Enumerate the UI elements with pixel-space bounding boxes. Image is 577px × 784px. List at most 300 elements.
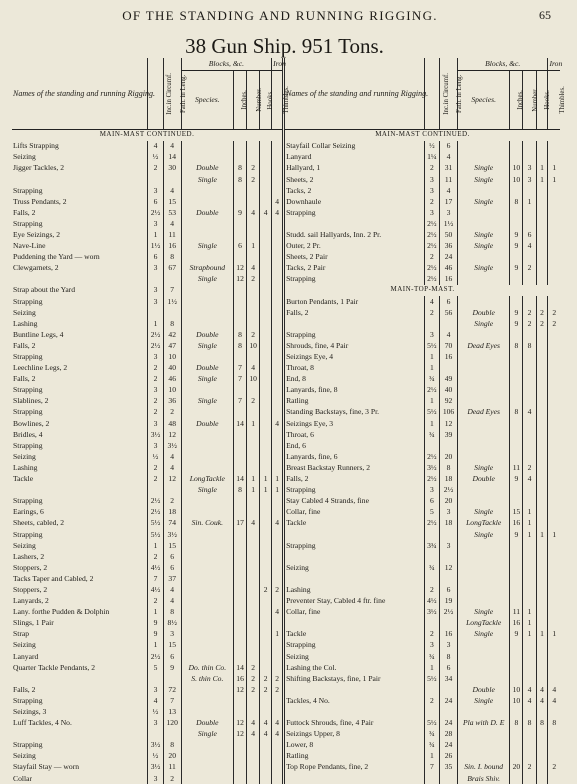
right-cell-name: Seizings Upper, 8 <box>284 729 425 740</box>
right-cell-inches: 5 <box>424 507 439 518</box>
left-cell-fathoms: 16 <box>163 240 181 251</box>
right-cell-number <box>523 451 536 462</box>
ship-subtitle: 38 Gun Ship. 951 Tons. <box>0 34 569 59</box>
right-cell-number: 6 <box>523 229 536 240</box>
left-cell-thimbles <box>272 340 284 351</box>
right-cell-inches: 2 <box>424 629 439 640</box>
right-cell-hooks <box>536 396 548 407</box>
right-cell-fathoms: 2½ <box>440 607 458 618</box>
left-cell-name: Truss Pendants, 2 <box>12 196 148 207</box>
right-cell-block-inches: 11 <box>510 607 523 618</box>
left-cell-fathoms: 30 <box>163 163 181 174</box>
right-cell-inches <box>424 684 439 695</box>
table-row <box>12 252 560 263</box>
right-cell-block-inches: 9 <box>510 318 523 329</box>
right-cell-hooks: 1 <box>536 163 548 174</box>
left-cell-block-inches <box>234 640 247 651</box>
right-cell-hooks <box>536 662 548 673</box>
left-cell-species <box>181 285 233 296</box>
right-cell-inches: 4½ <box>424 595 439 606</box>
right-cell-block-inches <box>510 485 523 496</box>
right-cell-fathoms <box>440 684 458 695</box>
right-cell-number <box>523 429 536 440</box>
left-cell-block-inches: 16 <box>234 673 247 684</box>
right-cell-hooks <box>536 429 548 440</box>
right-cell-species: Single <box>457 229 509 240</box>
right-cell-thimbles <box>548 362 560 373</box>
right-cell-fathoms <box>440 440 458 451</box>
column-header-thimbles-right: Thimbles. <box>548 71 560 130</box>
left-cell-block-inches <box>234 429 247 440</box>
left-cell-thimbles <box>272 174 284 185</box>
right-cell-name <box>284 218 425 229</box>
right-cell-name: Sheets, 2 Pair <box>284 252 425 263</box>
right-cell-thimbles <box>548 507 560 518</box>
left-cell-hooks <box>260 174 272 185</box>
left-cell-fathoms: 120 <box>163 717 181 728</box>
left-cell-number <box>247 296 260 307</box>
left-cell-fathoms: 12 <box>163 473 181 484</box>
right-cell-fathoms: 40 <box>440 385 458 396</box>
right-cell-inches: 2½ <box>424 274 439 285</box>
right-cell-number <box>523 362 536 373</box>
left-cell-number: 4 <box>247 729 260 740</box>
table-row <box>12 518 560 529</box>
right-cell-fathoms <box>440 551 458 562</box>
left-cell-thimbles <box>272 285 284 296</box>
left-cell-thimbles: 1 <box>272 473 284 484</box>
right-cell-hooks: 4 <box>536 684 548 695</box>
left-cell-fathoms: 47 <box>163 340 181 351</box>
left-cell-hooks <box>260 240 272 251</box>
left-cell-hooks <box>260 351 272 362</box>
right-cell-species: Sin. I. bound <box>457 762 509 773</box>
left-cell-thimbles <box>272 496 284 507</box>
left-cell-thimbles <box>272 507 284 518</box>
left-cell-hooks <box>260 163 272 174</box>
left-cell-block-inches <box>234 762 247 773</box>
left-cell-block-inches <box>234 229 247 240</box>
right-cell-inches: 2½ <box>424 218 439 229</box>
left-cell-name: Eye Seizings, 2 <box>12 229 148 240</box>
right-cell-thimbles <box>548 396 560 407</box>
right-cell-inches: 2½ <box>424 518 439 529</box>
left-cell-inches: 5½ <box>148 529 163 540</box>
right-cell-inches: 1 <box>424 418 439 429</box>
left-cell-name: Strapping <box>12 740 148 751</box>
left-cell-name: Strapping <box>12 496 148 507</box>
right-cell-hooks <box>536 141 548 152</box>
right-cell-inches: ¾ <box>424 374 439 385</box>
left-cell-fathoms <box>163 729 181 740</box>
right-cell-thimbles: 2 <box>548 762 560 773</box>
left-cell-name: Bridles, 4 <box>12 429 148 440</box>
right-cell-block-inches <box>510 562 523 573</box>
left-cell-thimbles: 4 <box>272 418 284 429</box>
right-cell-name <box>284 551 425 562</box>
right-cell-inches: 2½ <box>424 240 439 251</box>
right-cell-hooks <box>536 240 548 251</box>
left-cell-number: 4 <box>247 263 260 274</box>
left-cell-block-inches: 7 <box>234 362 247 373</box>
left-cell-fathoms: 1½ <box>163 296 181 307</box>
left-cell-hooks <box>260 607 272 618</box>
left-cell-fathoms: 53 <box>163 207 181 218</box>
right-cell-species <box>457 351 509 362</box>
table-row <box>12 762 560 773</box>
left-cell-species <box>181 540 233 551</box>
right-cell-inches: 3 <box>424 174 439 185</box>
right-cell-name: Standing Backstays, fine, 3 Pr. <box>284 407 425 418</box>
right-cell-hooks <box>536 218 548 229</box>
left-cell-name: Buntline Legs, 4 <box>12 329 148 340</box>
left-cell-species: LongTackle <box>181 473 233 484</box>
left-cell-inches <box>148 274 163 285</box>
right-cell-thimbles <box>548 595 560 606</box>
right-cell-block-inches <box>510 362 523 373</box>
right-cell-species <box>457 329 509 340</box>
right-cell-thimbles <box>548 385 560 396</box>
right-cell-species <box>457 141 509 152</box>
right-cell-number <box>523 418 536 429</box>
right-cell-block-inches <box>510 640 523 651</box>
right-cell-block-inches <box>510 673 523 684</box>
section-heading: MAIN-TOP-MAST. <box>284 285 560 296</box>
right-cell-inches: ¾ <box>424 651 439 662</box>
left-cell-inches: ½ <box>148 152 163 163</box>
left-cell-species <box>181 762 233 773</box>
running-header <box>0 8 569 26</box>
right-cell-name <box>284 773 425 784</box>
right-cell-inches: 2 <box>424 163 439 174</box>
section-heading: MAIN-MAST CONTINUED. <box>12 130 284 141</box>
column-header-species-right: Species. <box>457 71 509 130</box>
right-cell-fathoms: 70 <box>440 340 458 351</box>
left-cell-species <box>181 218 233 229</box>
left-cell-number <box>247 507 260 518</box>
left-cell-hooks <box>260 362 272 373</box>
left-cell-name: Leechline Legs, 2 <box>12 362 148 373</box>
right-cell-number <box>523 218 536 229</box>
right-cell-inches: 3 <box>424 329 439 340</box>
left-cell-thimbles: 2 <box>272 673 284 684</box>
right-cell-number <box>523 640 536 651</box>
left-cell-block-inches <box>234 773 247 784</box>
right-cell-species <box>457 152 509 163</box>
table-row <box>12 374 560 385</box>
right-cell-inches <box>424 706 439 717</box>
right-cell-inches: 6 <box>424 496 439 507</box>
right-cell-inches: 7 <box>424 762 439 773</box>
right-cell-thimbles <box>548 573 560 584</box>
right-cell-inches: 5½ <box>424 407 439 418</box>
right-cell-number: 2 <box>523 762 536 773</box>
table-row <box>12 351 560 362</box>
left-cell-block-inches <box>234 462 247 473</box>
right-cell-hooks <box>536 540 548 551</box>
left-cell-hooks <box>260 573 272 584</box>
right-cell-name: Sheets, 2 <box>284 174 425 185</box>
left-cell-name: Clewgarnets, 2 <box>12 263 148 274</box>
right-cell-number: 4 <box>523 240 536 251</box>
right-cell-block-inches <box>510 296 523 307</box>
table-row <box>12 318 560 329</box>
table-row <box>12 662 560 673</box>
left-cell-name: Lashers, 2 <box>12 551 148 562</box>
right-cell-thimbles <box>548 229 560 240</box>
left-cell-thimbles <box>272 706 284 717</box>
left-cell-inches: 4½ <box>148 584 163 595</box>
left-cell-hooks: 2 <box>260 684 272 695</box>
right-cell-fathoms: 16 <box>440 629 458 640</box>
right-cell-thimbles <box>548 551 560 562</box>
left-cell-thimbles <box>272 385 284 396</box>
right-cell-hooks <box>536 407 548 418</box>
right-cell-fathoms: 8 <box>440 462 458 473</box>
right-cell-fathoms: 12 <box>440 562 458 573</box>
right-cell-block-inches: 9 <box>510 529 523 540</box>
right-cell-number <box>523 440 536 451</box>
left-cell-number <box>247 629 260 640</box>
left-cell-name: Collar <box>12 773 148 784</box>
right-cell-thimbles <box>548 562 560 573</box>
right-cell-name: Tacks, 2 Pair <box>284 263 425 274</box>
left-cell-hooks <box>260 529 272 540</box>
right-cell-number: 2 <box>523 318 536 329</box>
left-cell-fathoms: 7 <box>163 285 181 296</box>
left-cell-species <box>181 584 233 595</box>
right-cell-fathoms: 3 <box>440 507 458 518</box>
table-row <box>12 362 560 373</box>
left-cell-fathoms: 8 <box>163 607 181 618</box>
right-cell-species <box>457 562 509 573</box>
left-cell-inches: ½ <box>148 706 163 717</box>
left-cell-species: Double <box>181 717 233 728</box>
left-cell-number <box>247 318 260 329</box>
right-cell-number <box>523 562 536 573</box>
left-cell-block-inches: 14 <box>234 473 247 484</box>
right-cell-thimbles: 2 <box>548 307 560 318</box>
left-cell-hooks <box>260 218 272 229</box>
left-cell-name: Slings, 1 Pair <box>12 618 148 629</box>
right-cell-inches: 2 <box>424 196 439 207</box>
right-cell-species <box>457 451 509 462</box>
left-cell-number <box>247 551 260 562</box>
left-cell-block-inches <box>234 285 247 296</box>
left-cell-inches <box>148 174 163 185</box>
left-cell-inches: 3 <box>148 385 163 396</box>
right-cell-hooks <box>536 152 548 163</box>
left-cell-fathoms: 6 <box>163 551 181 562</box>
table-row <box>12 729 560 740</box>
left-cell-inches: 2½ <box>148 340 163 351</box>
right-cell-block-inches: 9 <box>510 263 523 274</box>
right-cell-fathoms: 50 <box>440 229 458 240</box>
left-cell-inches: 3 <box>148 717 163 728</box>
left-cell-name: Lany. forthe Pudden & Dolphin <box>12 607 148 618</box>
right-cell-number <box>523 385 536 396</box>
right-cell-species: Single <box>457 240 509 251</box>
right-cell-fathoms <box>440 618 458 629</box>
left-cell-species <box>181 252 233 263</box>
right-cell-fathoms: 11 <box>440 174 458 185</box>
left-cell-species <box>181 318 233 329</box>
left-cell-number <box>247 141 260 152</box>
table-row <box>12 152 560 163</box>
left-cell-name: Stoppers, 2 <box>12 562 148 573</box>
left-cell-inches: 4½ <box>148 562 163 573</box>
right-cell-thimbles: 4 <box>548 695 560 706</box>
left-cell-fathoms: 4 <box>163 462 181 473</box>
right-cell-name: Seizing <box>284 562 425 573</box>
right-cell-number: 4 <box>523 695 536 706</box>
left-cell-block-inches: 7 <box>234 396 247 407</box>
left-cell-number: 1 <box>247 473 260 484</box>
left-cell-inches: 2½ <box>148 329 163 340</box>
right-cell-hooks <box>536 485 548 496</box>
table-row <box>12 751 560 762</box>
right-cell-thimbles <box>548 418 560 429</box>
right-cell-block-inches: 16 <box>510 618 523 629</box>
right-cell-block-inches: 10 <box>510 684 523 695</box>
left-cell-number <box>247 496 260 507</box>
left-cell-hooks <box>260 595 272 606</box>
right-cell-name: Hallyard, 1 <box>284 163 425 174</box>
left-cell-name: Strapping <box>12 385 148 396</box>
left-cell-block-inches <box>234 706 247 717</box>
left-cell-hooks: 4 <box>260 729 272 740</box>
left-cell-thimbles <box>272 562 284 573</box>
right-cell-hooks <box>536 551 548 562</box>
left-cell-block-inches <box>234 152 247 163</box>
right-cell-inches: 3½ <box>424 607 439 618</box>
left-cell-inches: 1 <box>148 229 163 240</box>
right-cell-fathoms: 106 <box>440 407 458 418</box>
right-cell-name: Shrouds, fine, 4 Pair <box>284 340 425 351</box>
right-cell-number <box>523 584 536 595</box>
left-cell-name: Lanyards, 2 <box>12 595 148 606</box>
right-cell-fathoms: 18 <box>440 473 458 484</box>
right-cell-block-inches: 8 <box>510 717 523 728</box>
left-cell-hooks: 4 <box>260 717 272 728</box>
left-cell-species: Double <box>181 207 233 218</box>
left-cell-thimbles: 4 <box>272 518 284 529</box>
right-cell-thimbles <box>548 773 560 784</box>
left-cell-number <box>247 252 260 263</box>
left-cell-number <box>247 196 260 207</box>
left-cell-inches: 2 <box>148 396 163 407</box>
right-cell-thimbles <box>548 540 560 551</box>
left-cell-fathoms: 3½ <box>163 529 181 540</box>
left-cell-hooks <box>260 229 272 240</box>
left-cell-block-inches: 8 <box>234 163 247 174</box>
right-cell-block-inches: 10 <box>510 174 523 185</box>
right-cell-name: Throat, 6 <box>284 429 425 440</box>
left-cell-species <box>181 773 233 784</box>
column-header-blocks: Blocks, &c. <box>181 58 272 71</box>
right-cell-block-inches <box>510 584 523 595</box>
right-cell-hooks <box>536 207 548 218</box>
table-row <box>12 706 560 717</box>
right-cell-thimbles: 1 <box>548 174 560 185</box>
right-cell-name: Futtock Shrouds, fine, 4 Pair <box>284 717 425 728</box>
left-cell-block-inches: 17 <box>234 518 247 529</box>
left-cell-block-inches: 6 <box>234 240 247 251</box>
right-cell-fathoms <box>440 573 458 584</box>
right-cell-name: Lanyards, fine, 6 <box>284 451 425 462</box>
right-cell-hooks <box>536 185 548 196</box>
left-cell-number: 2 <box>247 396 260 407</box>
right-cell-hooks <box>536 573 548 584</box>
right-cell-species <box>457 396 509 407</box>
table-row <box>12 141 560 152</box>
right-cell-inches: 2 <box>424 252 439 263</box>
left-cell-inches <box>148 673 163 684</box>
left-cell-block-inches <box>234 584 247 595</box>
left-cell-name: Luff Tackles, 4 No. <box>12 717 148 728</box>
table-row <box>12 263 560 274</box>
left-cell-block-inches <box>234 529 247 540</box>
right-cell-fathoms: 2½ <box>440 485 458 496</box>
left-cell-hooks <box>260 451 272 462</box>
right-cell-number <box>523 141 536 152</box>
left-cell-block-inches <box>234 573 247 584</box>
left-cell-number <box>247 706 260 717</box>
right-cell-inches: 3 <box>424 485 439 496</box>
right-cell-number: 1 <box>523 529 536 540</box>
right-cell-species <box>457 418 509 429</box>
left-cell-number <box>247 584 260 595</box>
left-cell-thimbles <box>272 329 284 340</box>
column-header-block-inches-right: Inches. <box>510 71 523 130</box>
right-cell-inches: ¾ <box>424 429 439 440</box>
right-cell-hooks <box>536 751 548 762</box>
left-cell-block-inches <box>234 507 247 518</box>
left-cell-number: 1 <box>247 418 260 429</box>
left-cell-thimbles <box>272 274 284 285</box>
left-cell-inches <box>148 729 163 740</box>
left-cell-thimbles <box>272 362 284 373</box>
column-header-hooks-right: Hooks. <box>536 71 548 130</box>
left-cell-number: 2 <box>247 274 260 285</box>
right-cell-hooks <box>536 440 548 451</box>
left-cell-fathoms: 3½ <box>163 440 181 451</box>
left-cell-inches: ½ <box>148 751 163 762</box>
right-cell-species <box>457 540 509 551</box>
left-cell-name: Seizing <box>12 640 148 651</box>
left-cell-fathoms <box>163 673 181 684</box>
left-cell-number: 2 <box>247 662 260 673</box>
right-cell-fathoms: 46 <box>440 263 458 274</box>
left-cell-block-inches <box>234 407 247 418</box>
right-cell-number: 2 <box>523 307 536 318</box>
left-cell-hooks <box>260 440 272 451</box>
left-cell-hooks <box>260 662 272 673</box>
right-cell-thimbles <box>548 485 560 496</box>
right-cell-block-inches <box>510 729 523 740</box>
right-cell-number: 4 <box>523 473 536 484</box>
right-cell-hooks <box>536 595 548 606</box>
right-cell-species <box>457 584 509 595</box>
right-cell-inches <box>424 618 439 629</box>
right-cell-number <box>523 185 536 196</box>
right-cell-inches: 1¼ <box>424 152 439 163</box>
table-row <box>12 407 560 418</box>
right-cell-fathoms: 36 <box>440 240 458 251</box>
right-cell-thimbles <box>548 640 560 651</box>
right-cell-species <box>457 740 509 751</box>
left-cell-name: Falls, 2 <box>12 684 148 695</box>
